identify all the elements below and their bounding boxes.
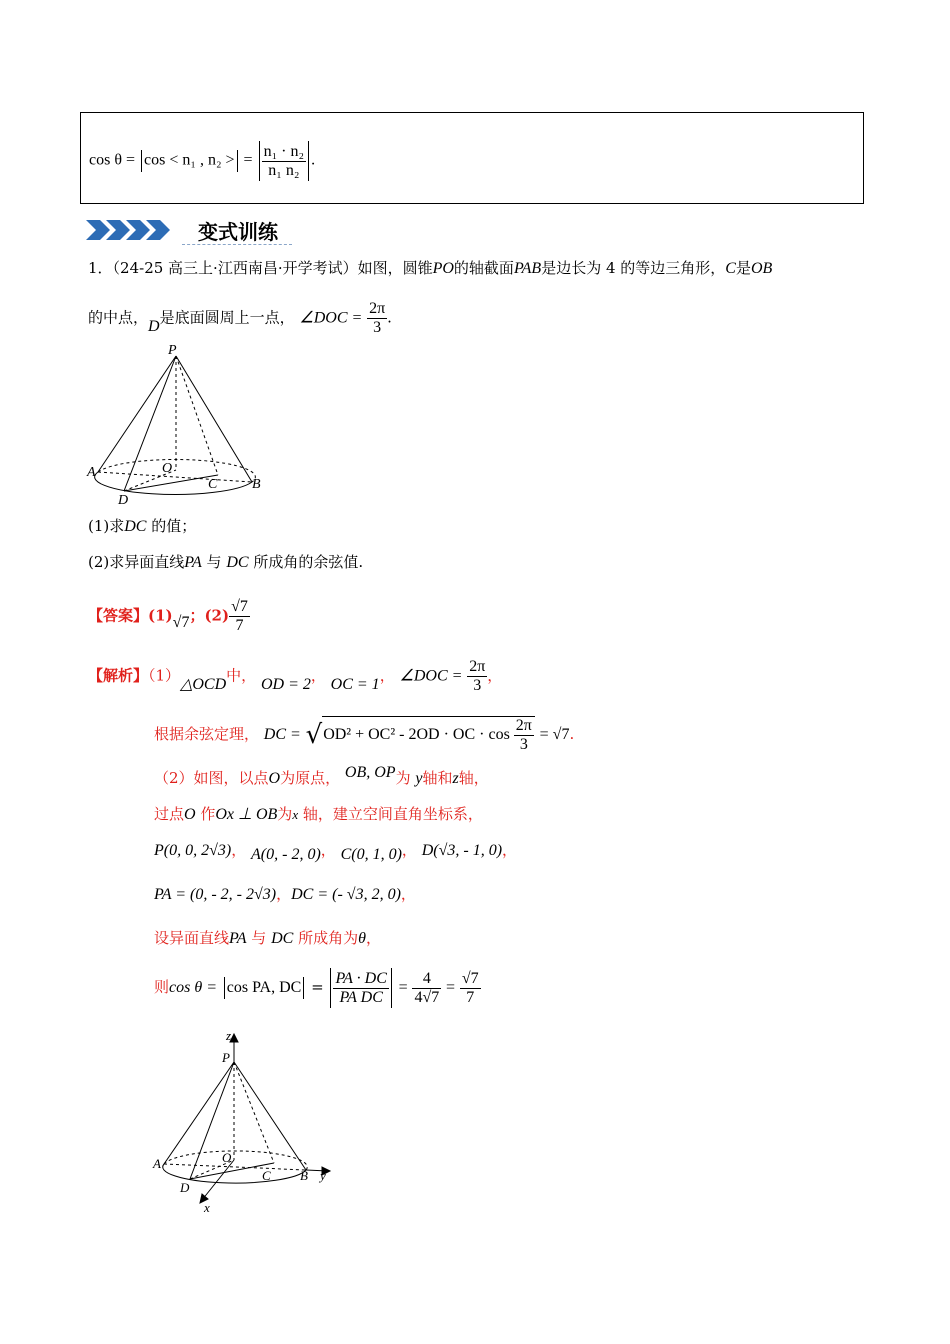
label-C: C xyxy=(208,477,218,492)
label-y: y xyxy=(320,1168,326,1183)
solution-line-8: 则cos θ = cos PA, DC = $\frac{PA \cdot DC}{\text{PA DC}}$ = $\frac{4}{4√7}$ = $\frac{√7}{7}$ xyxy=(154,968,481,1008)
solution-line-7: 设异面直线PA 与 DC 所成角为θ， xyxy=(154,929,381,947)
top-formula: cos θ = cos < n₁ , n₂ > = $\frac{\text{n₁ · n₂}}{\text{n₁ n₂}}$ . xyxy=(89,141,315,181)
label-O2: O xyxy=(222,1150,232,1165)
label-P2: P xyxy=(222,1050,230,1065)
solution-line-6: PA = (0, - 2, - 2√3)，DC = (- √3, 2, 0)， xyxy=(154,885,416,903)
problem-line-2: 的中点，D是底面圆周上一点， ∠DOC = $\frac{2\pi}{3}$ . xyxy=(88,300,392,336)
label-z: z xyxy=(226,1030,232,1043)
chevron-arrows-icon xyxy=(86,218,186,242)
section-header xyxy=(86,214,306,246)
label-P: P xyxy=(168,343,177,358)
label-D: D xyxy=(118,493,129,507)
label-D2: D xyxy=(180,1180,190,1195)
label-C2: C xyxy=(262,1168,271,1183)
label-B: B xyxy=(252,477,261,492)
solution-line-4: 过点O 作Ox ⊥ OB为x 轴，建立空间直角坐标系， xyxy=(154,805,483,823)
question-2: (2)求异面直线PA 与 DC 所成角的余弦值. xyxy=(88,553,364,571)
problem-line-1: 1．（24-25 高三上·江西南昌·开学考试）如图，圆锥PO的轴截面PAB是边长为 4 的等边三角形，C是OB xyxy=(88,259,773,277)
label-x: x xyxy=(204,1200,210,1215)
label-A2: A xyxy=(153,1156,161,1171)
answer-label: 【答案】 xyxy=(88,606,149,625)
section-title: 变式训练 xyxy=(198,220,278,244)
solution-label: 【解析】 xyxy=(88,666,149,685)
label-A: A xyxy=(87,465,96,480)
formula-lhs: cos θ = xyxy=(89,151,136,169)
formula-box xyxy=(80,112,864,204)
formula-middle: cos < n₁ , n₂ > xyxy=(144,151,235,169)
solution-line-3: （2）如图，以点O为原点， OB, OP为 y轴和z轴， xyxy=(154,764,489,787)
label-O: O xyxy=(162,461,173,476)
question-1: (1)求DC 的值； xyxy=(88,517,197,535)
solution-line-2: 根据余弦定理， DC = √OD² + OC² - 2OD · OC · cos $\frac{2\pi}{3}$ = √7. xyxy=(154,717,575,753)
cone-figure-2 xyxy=(150,1030,340,1215)
label-B2: B xyxy=(300,1168,308,1183)
solution-line-1: 【解析】（1）△OCD中， OD = 2， OC = 1， ∠DOC = $\frac{2\pi}{3}$ ， xyxy=(88,658,503,694)
cone-figure-1 xyxy=(84,342,274,507)
answer-line: 【答案】(1)√7；(2) $\frac{√7}{7}$ xyxy=(88,598,248,634)
formula-fraction: $\frac{\text{n₁ · n₂}}{\text{n₁ n₂}}$ xyxy=(263,142,305,179)
solution-line-5: P(0, 0, 2√3)， A(0, - 2, 0)， C(0, 1, 0)， D(√3, - 1, 0)， xyxy=(154,841,518,863)
